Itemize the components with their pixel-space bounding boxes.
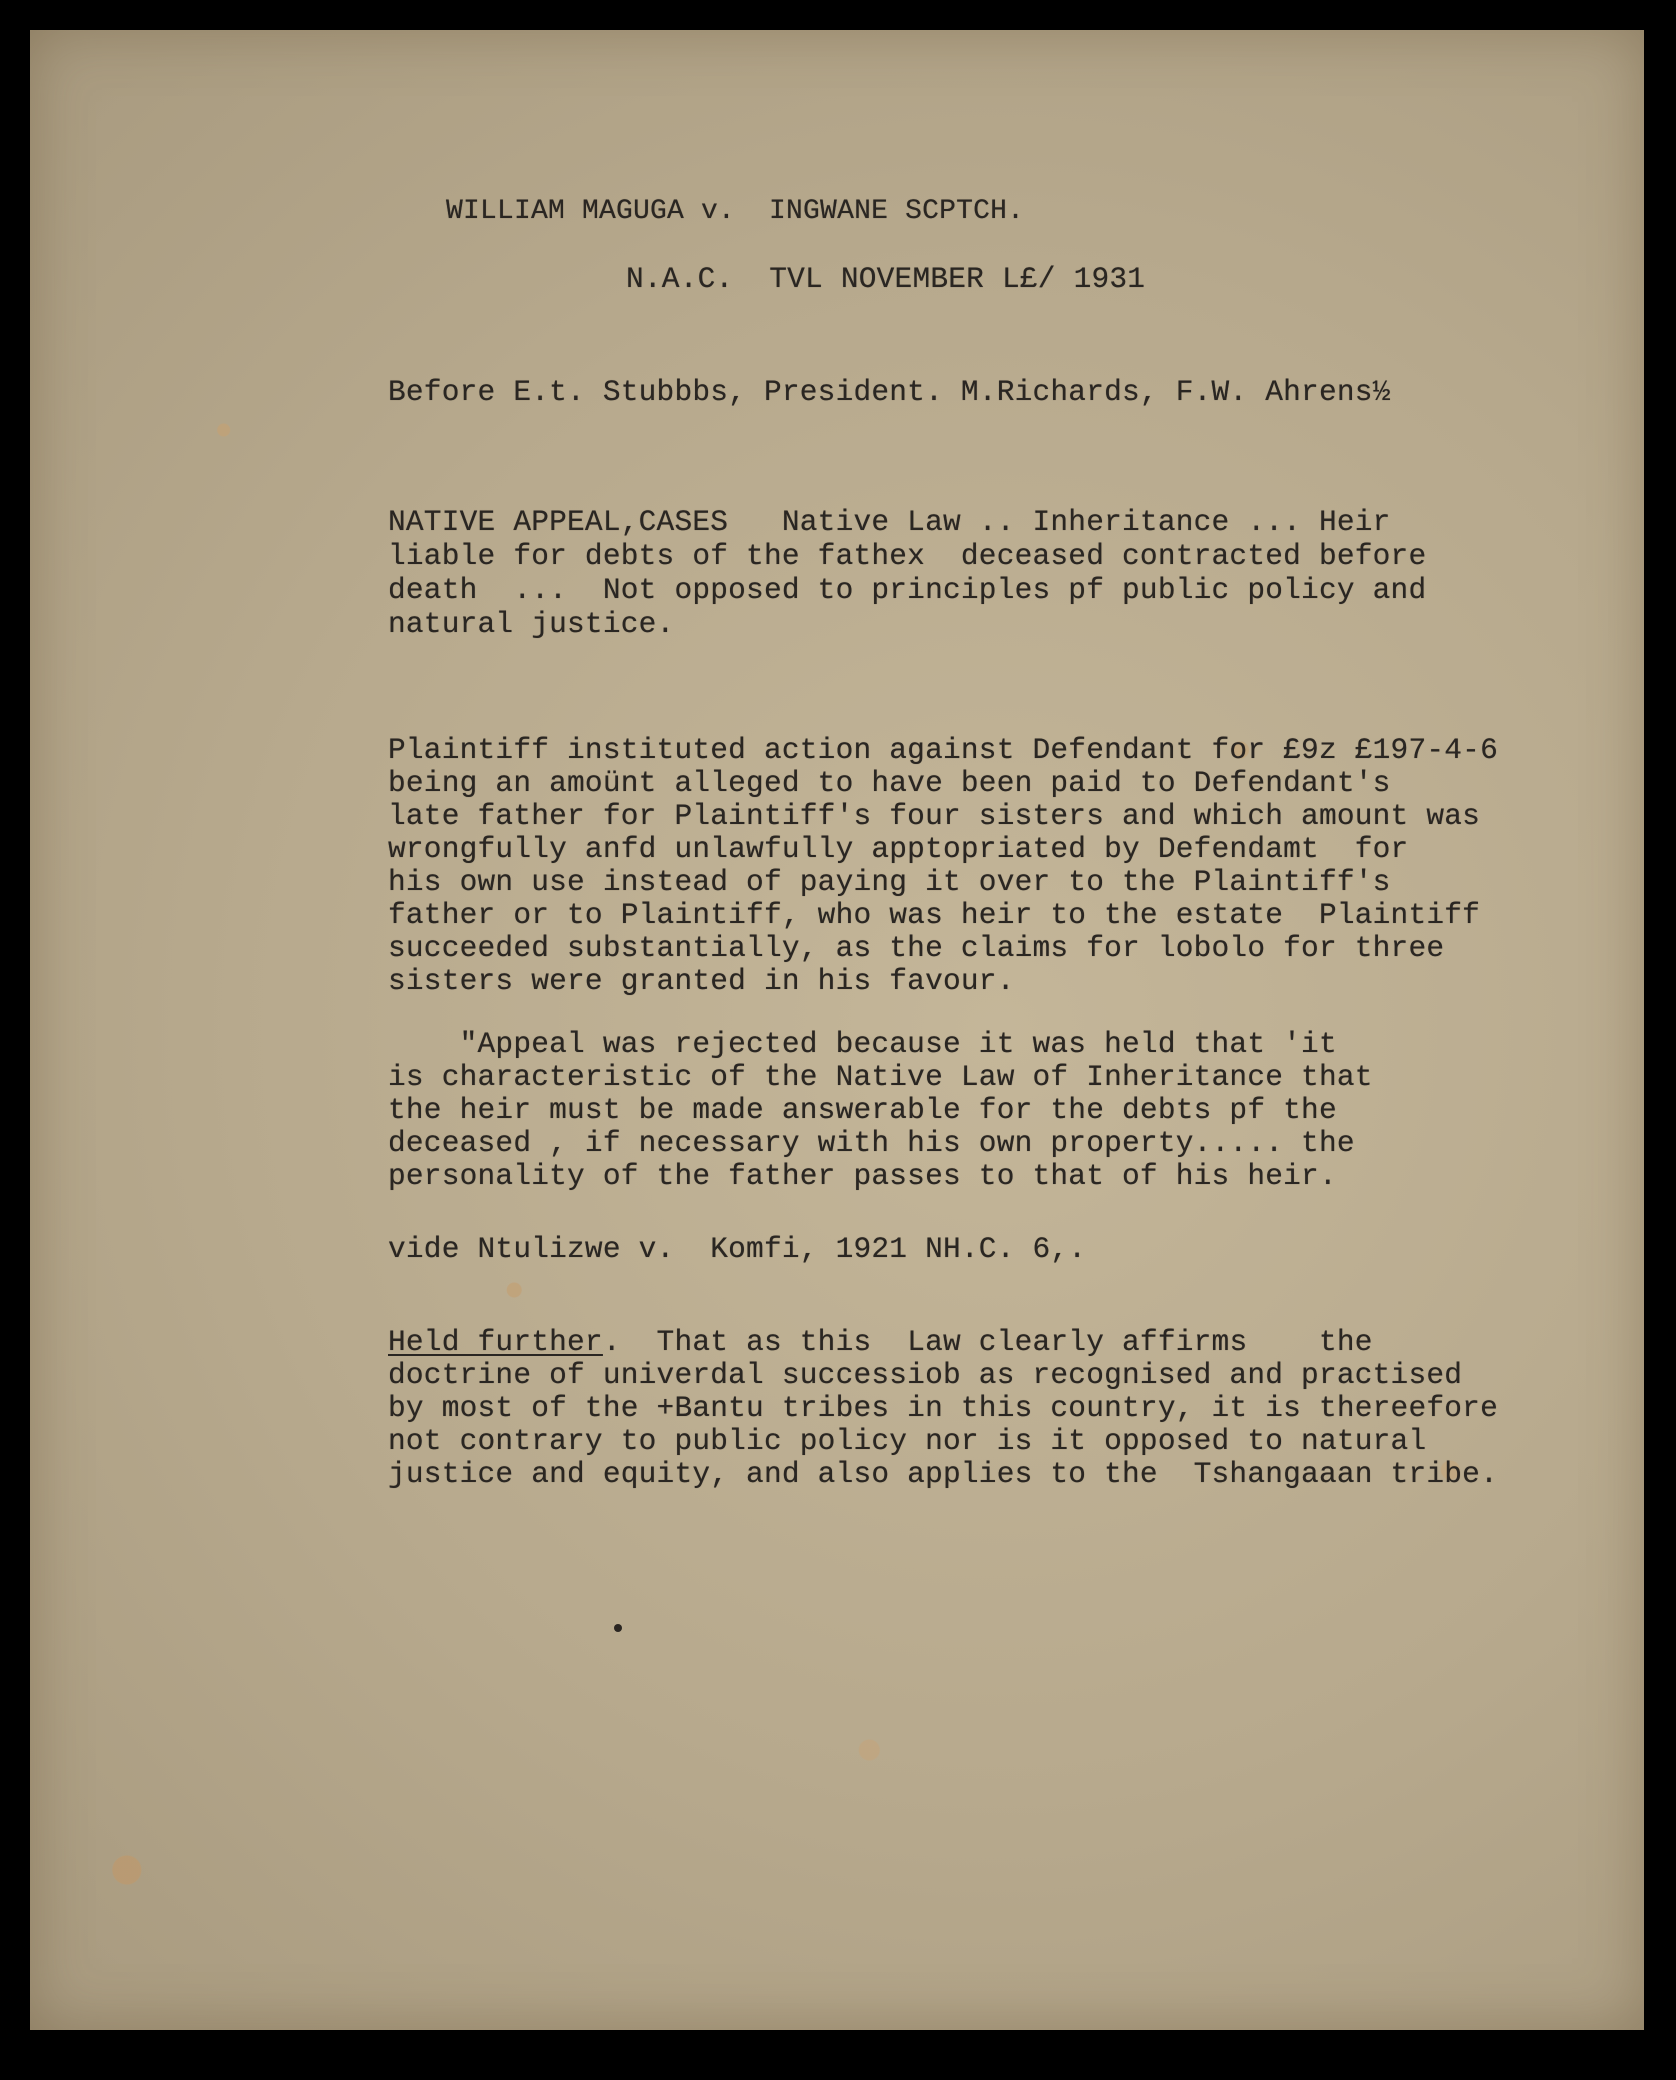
held-first-rest: . That as this Law clearly affirms the xyxy=(602,1325,1373,1359)
facts-line: sisters were granted in his favour. xyxy=(388,964,1015,998)
facts-line: wrongfully anfd unlawfully apptopriated by Defendamt for xyxy=(388,832,1409,866)
facts-line: being an amoünt alleged to have been paid to Defendant's xyxy=(388,766,1391,800)
facts-line: late father for Plaintiff's four sisters and which amount was xyxy=(388,799,1481,833)
facts-line: his own use instead of paying it over to the Plaintiff's xyxy=(388,865,1391,899)
facts-line: succeeded substantially, as the claims for lobolo for three xyxy=(388,931,1445,965)
facts-line: Plaintiff instituted action against Defendant for £9z £197-4-6 xyxy=(388,733,1498,767)
held-first-line xyxy=(388,1326,1373,1359)
appeal-line: is characteristic of the Native Law of Inheritance that xyxy=(388,1060,1373,1094)
headnote-line: liable for debts of the fathex deceased contracted before xyxy=(388,539,1427,573)
held-line: doctrine of univerdal successiob as recognised and practised xyxy=(388,1358,1463,1392)
facts-line: father or to Plaintiff, who was heir to the estate Plaintiff xyxy=(388,898,1481,932)
headnote-line: natural justice. xyxy=(388,607,675,641)
citation: vide Ntulizwe v. Komfi, 1921 NH.C. 6,. xyxy=(388,1232,1087,1266)
headnote-line: NATIVE APPEAL,CASES Native Law .. Inheritance ... Heir xyxy=(388,505,1391,539)
appeal-line: the heir must be made answerable for the debts pf the xyxy=(388,1093,1337,1127)
appeal-line: personality of the father passes to that of his heir. xyxy=(388,1159,1337,1193)
court-line: N.A.C. TVL NOVEMBER L£/ 1931 xyxy=(626,262,1146,296)
ink-speck xyxy=(614,1624,622,1632)
headnote-line: death ... Not opposed to principles pf public policy and xyxy=(388,573,1427,607)
case-title: WILLIAM MAGUGA v. INGWANE SCPTCH. xyxy=(446,196,1025,227)
held-further-label: Held further xyxy=(388,1325,603,1359)
bench-line: Before E.t. Stubbbs, President. M.Richards, F.W. Ahrens½ xyxy=(388,375,1391,409)
held-line: justice and equity, and also applies to the Tshangaaan tribe. xyxy=(388,1457,1498,1491)
held-line: not contrary to public policy nor is it opposed to natural xyxy=(388,1424,1427,1458)
appeal-line: "Appeal was rejected because it was held that 'it xyxy=(388,1027,1337,1061)
typed-page xyxy=(30,30,1644,2030)
appeal-line: deceased , if necessary with his own property..... the xyxy=(388,1126,1355,1160)
held-line: by most of the +Bantu tribes in this country, it is thereefore xyxy=(388,1391,1498,1425)
